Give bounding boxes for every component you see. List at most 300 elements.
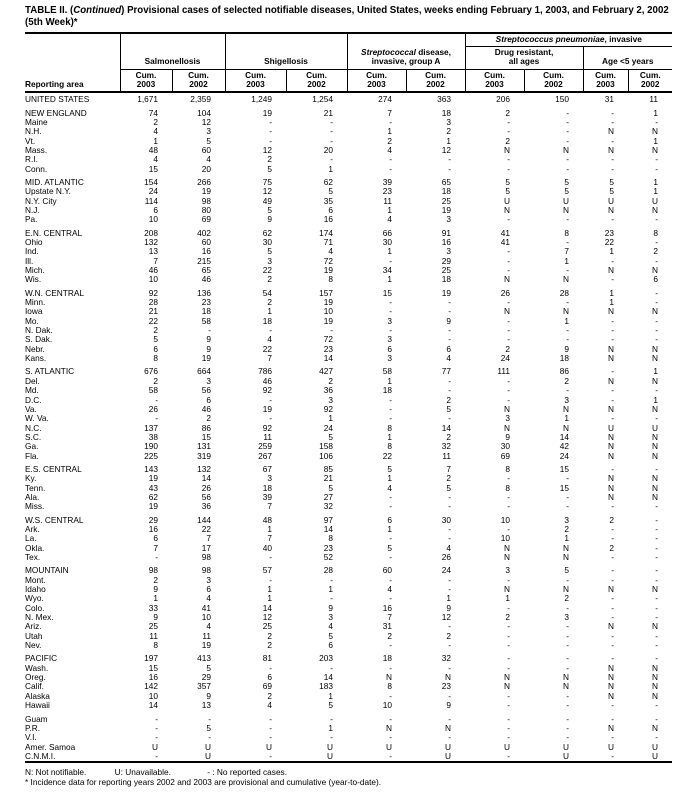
value-cell: N xyxy=(563,673,570,683)
value-cell: 24 xyxy=(559,451,570,461)
value-cell: 106 xyxy=(319,451,334,461)
value-cell: N xyxy=(563,307,570,317)
table-row xyxy=(25,146,672,155)
value-cell: - xyxy=(566,502,570,512)
value-cell: - xyxy=(507,326,511,336)
table-row xyxy=(25,484,672,493)
value-cell: 4 xyxy=(328,247,334,257)
value-cell: - xyxy=(389,492,393,502)
value-cell: - xyxy=(389,713,393,724)
value-cell: 676 xyxy=(144,366,158,377)
value-cell: 19 xyxy=(148,502,158,512)
value-cell: - xyxy=(611,155,615,165)
value-cell: 190 xyxy=(144,442,158,452)
reporting-area-label: Md. xyxy=(25,386,39,396)
value-cell: - xyxy=(448,414,452,424)
table-row xyxy=(25,622,672,631)
value-cell: 2 xyxy=(267,298,273,308)
reporting-area-label: Oreg. xyxy=(25,673,46,683)
value-cell: 136 xyxy=(197,287,212,298)
value-cell: - xyxy=(389,155,393,165)
col-header-group-a-cum-2002: Cum. 2002 xyxy=(406,69,465,92)
value-cell: - xyxy=(566,622,570,632)
value-cell: - xyxy=(507,603,511,613)
value-cell: - xyxy=(448,298,452,308)
value-cell: 1 xyxy=(653,395,659,405)
value-cell: 6 xyxy=(153,344,158,354)
reporting-area-label: Ga. xyxy=(25,442,39,452)
reporting-area-label: Amer. Samoa xyxy=(25,742,76,752)
value-cell: - xyxy=(611,613,615,623)
value-cell: - xyxy=(330,594,334,604)
reporting-area-label: N.C. xyxy=(25,423,42,433)
value-cell: 2 xyxy=(267,275,273,285)
reporting-area-label: E.S. CENTRAL xyxy=(25,463,82,474)
value-cell: - xyxy=(448,534,452,544)
value-cell: 25 xyxy=(148,622,158,632)
value-cell: - xyxy=(566,136,570,146)
reporting-area-label: Ariz. xyxy=(25,622,42,632)
value-cell: 1,249 xyxy=(251,94,273,105)
reporting-area-label: Pa. xyxy=(25,215,38,225)
value-cell: 27 xyxy=(323,492,334,502)
value-cell: - xyxy=(330,117,334,127)
reporting-area-label: Conn. xyxy=(25,164,48,174)
col-header-reporting-area: Reporting area xyxy=(25,33,120,92)
reporting-area-label: Va. xyxy=(25,404,37,414)
col-header-shigellosis-cum-2002: Cum. 2002 xyxy=(286,69,347,92)
table-row xyxy=(25,525,672,534)
value-cell: - xyxy=(155,395,158,405)
value-cell: U xyxy=(152,742,158,752)
col-group-salmonellosis: Salmonellosis xyxy=(120,33,225,69)
value-cell: 26 xyxy=(148,404,158,414)
value-cell: 7 xyxy=(267,534,273,544)
reporting-area-label: Vt. xyxy=(25,136,36,146)
value-cell: U xyxy=(563,196,570,206)
value-cell: N xyxy=(608,663,615,673)
value-cell: N xyxy=(652,354,659,364)
value-cell: 6 xyxy=(153,534,158,544)
value-cell: N xyxy=(608,266,615,276)
value-cell: 402 xyxy=(197,227,212,238)
value-cell: 208 xyxy=(144,227,158,238)
table-row xyxy=(25,724,672,733)
col-header-salmonellosis-cum-2003: Cum. 2003 xyxy=(120,69,172,92)
value-cell: 72 xyxy=(323,256,334,266)
table-row xyxy=(25,502,672,511)
value-cell: 91 xyxy=(441,227,452,238)
value-cell: - xyxy=(269,326,273,336)
value-cell: - xyxy=(566,631,570,641)
value-cell: 3 xyxy=(564,613,570,623)
value-cell: - xyxy=(507,733,511,743)
value-cell: 9 xyxy=(505,432,511,442)
value-cell: 98 xyxy=(148,565,158,576)
value-cell: 4 xyxy=(387,145,393,155)
value-cell: 23 xyxy=(604,227,615,238)
table-row xyxy=(25,354,672,363)
value-cell: 8 xyxy=(505,463,511,474)
value-cell: - xyxy=(566,215,570,225)
value-cell: N xyxy=(386,673,393,683)
value-cell: 14 xyxy=(148,701,158,711)
value-cell: 60 xyxy=(201,145,212,155)
reporting-area-label: La. xyxy=(25,534,37,544)
value-cell: 786 xyxy=(258,366,273,377)
value-cell: - xyxy=(566,117,570,127)
value-cell: 5 xyxy=(206,723,212,733)
table-row xyxy=(25,576,672,585)
value-cell: - xyxy=(566,713,570,724)
value-cell: 3 xyxy=(387,354,393,364)
table-row xyxy=(25,127,672,136)
table-row xyxy=(25,711,672,724)
value-cell: 2 xyxy=(267,631,273,641)
value-cell: 22 xyxy=(262,266,273,276)
value-cell: 16 xyxy=(323,215,334,225)
value-cell: - xyxy=(611,326,615,336)
value-cell: 48 xyxy=(148,145,158,155)
col-header-group-a-cum-2003: Cum. 2003 xyxy=(347,69,406,92)
reporting-area-label: Ark. xyxy=(25,524,40,534)
value-cell: 3 xyxy=(387,316,393,326)
value-cell: 86 xyxy=(559,366,570,377)
value-cell: N xyxy=(504,205,511,215)
value-cell: 2 xyxy=(206,414,212,424)
value-cell: - xyxy=(655,386,659,396)
value-cell: U xyxy=(652,742,659,752)
table-row xyxy=(25,493,672,502)
value-cell: N xyxy=(652,585,659,595)
value-cell: - xyxy=(655,631,659,641)
value-cell: N xyxy=(563,543,570,553)
col-group-age-under-5: Age <5 years xyxy=(583,47,672,69)
value-cell: - xyxy=(611,733,615,743)
value-cell: N xyxy=(608,354,615,364)
value-cell: U xyxy=(504,742,511,752)
value-cell: 28 xyxy=(148,298,158,308)
value-cell: 9 xyxy=(153,613,158,623)
value-cell: 13 xyxy=(148,247,158,257)
value-cell: 69 xyxy=(500,451,511,461)
value-cell: 2 xyxy=(153,326,158,336)
table-row xyxy=(25,414,672,423)
notifiable-diseases-table xyxy=(25,32,672,763)
table-header xyxy=(25,33,672,92)
value-cell: 22 xyxy=(201,524,212,534)
value-cell: 2 xyxy=(653,247,659,257)
value-cell: 6 xyxy=(387,514,393,525)
reporting-area-label: N. Mex. xyxy=(25,613,54,623)
value-cell: 65 xyxy=(441,176,452,187)
table-row xyxy=(25,733,672,742)
value-cell: - xyxy=(611,524,615,534)
value-cell: 48 xyxy=(262,514,273,525)
value-cell: 14 xyxy=(323,673,334,683)
value-cell: 8 xyxy=(653,227,659,238)
value-cell: 4 xyxy=(206,622,212,632)
value-cell: - xyxy=(389,307,393,317)
value-cell: N xyxy=(608,404,615,414)
reporting-area-label: W.N. CENTRAL xyxy=(25,287,85,298)
value-cell: 20 xyxy=(323,145,334,155)
value-cell: - xyxy=(507,723,511,733)
value-cell: 274 xyxy=(378,94,393,105)
value-cell: 7 xyxy=(153,543,158,553)
value-cell: 28 xyxy=(323,565,334,576)
value-cell: - xyxy=(269,127,273,137)
value-cell: 29 xyxy=(441,256,452,266)
value-cell: N xyxy=(445,673,452,683)
table-row xyxy=(25,155,672,164)
value-cell: 2 xyxy=(505,613,511,623)
value-cell: N xyxy=(652,376,659,386)
value-cell: - xyxy=(611,463,615,474)
value-cell: 72 xyxy=(323,335,334,345)
col-header-age-under5-cum-2003: Cum. 2003 xyxy=(583,69,628,92)
value-cell: N xyxy=(652,723,659,733)
value-cell: 3 xyxy=(564,395,570,405)
value-cell: 14 xyxy=(201,474,212,484)
value-cell: 30 xyxy=(500,442,511,452)
value-cell: N xyxy=(563,145,570,155)
value-cell: 150 xyxy=(555,94,570,105)
value-cell: N xyxy=(445,723,452,733)
table-row xyxy=(25,474,672,483)
reporting-area-label: S.C. xyxy=(25,432,42,442)
value-cell: 8 xyxy=(387,442,393,452)
value-cell: 8 xyxy=(153,641,158,651)
value-cell: - xyxy=(611,534,615,544)
value-cell: 137 xyxy=(144,423,158,433)
value-cell: 74 xyxy=(148,107,158,118)
table-row xyxy=(25,335,672,344)
reporting-area-label: Idaho xyxy=(25,585,46,595)
value-cell: - xyxy=(330,663,334,673)
value-cell: 80 xyxy=(201,205,212,215)
value-cell: 1 xyxy=(267,524,273,534)
value-cell: 23 xyxy=(441,682,452,692)
value-cell: 25 xyxy=(262,622,273,632)
reporting-area-label: D.C. xyxy=(25,395,42,405)
value-cell: 2 xyxy=(446,474,452,484)
reporting-area-label: Iowa xyxy=(25,307,43,317)
value-cell: 3 xyxy=(267,256,273,266)
drug-resistant-line1: Drug resistant, xyxy=(494,47,554,58)
value-cell: 1 xyxy=(387,376,393,386)
value-cell: 4 xyxy=(153,127,158,137)
value-cell: - xyxy=(448,492,452,502)
value-cell: 1 xyxy=(564,534,570,544)
value-cell: 3 xyxy=(206,376,212,386)
value-cell: 16 xyxy=(148,673,158,683)
value-cell: 7 xyxy=(267,354,273,364)
value-cell: 1,671 xyxy=(137,94,158,105)
value-cell: 1 xyxy=(267,307,273,317)
value-cell: 16 xyxy=(441,238,452,248)
table-row xyxy=(25,452,672,461)
value-cell: - xyxy=(448,386,452,396)
value-cell: 5 xyxy=(446,404,452,414)
value-cell: - xyxy=(611,117,615,127)
value-cell: 4 xyxy=(387,585,393,595)
col-header-drug-resistant-cum-2003: Cum. 2003 xyxy=(465,69,524,92)
value-cell: 22 xyxy=(148,316,158,326)
value-cell: N xyxy=(608,205,615,215)
value-cell: 8 xyxy=(387,423,393,433)
value-cell: N xyxy=(652,442,659,452)
value-cell: - xyxy=(208,326,212,336)
value-cell: - xyxy=(611,215,615,225)
reporting-area-label: S. ATLANTIC xyxy=(25,366,75,377)
value-cell: N xyxy=(652,344,659,354)
value-cell: - xyxy=(507,386,511,396)
value-cell: 3 xyxy=(446,117,452,127)
reporting-area-label: Ill. xyxy=(25,256,34,266)
value-cell: - xyxy=(448,713,452,724)
value-cell: N xyxy=(608,376,615,386)
reporting-area-label: Colo. xyxy=(25,603,45,613)
value-cell: - xyxy=(611,502,615,512)
value-cell: 15 xyxy=(148,164,158,174)
table-body xyxy=(25,92,672,763)
value-cell: N xyxy=(608,723,615,733)
value-cell: 62 xyxy=(148,492,158,502)
value-cell: 24 xyxy=(323,423,334,433)
value-cell: - xyxy=(655,543,659,553)
value-cell: N xyxy=(652,622,659,632)
value-cell: 413 xyxy=(197,653,212,664)
value-cell: 1 xyxy=(609,298,615,308)
value-cell: 259 xyxy=(258,442,273,452)
value-cell: 203 xyxy=(319,653,334,664)
value-cell: - xyxy=(611,414,615,424)
reporting-area-label: N.H. xyxy=(25,127,42,137)
footnote-dash: - : No reported cases. xyxy=(207,767,288,778)
value-cell: 357 xyxy=(197,682,212,692)
value-cell: 19 xyxy=(148,474,158,484)
value-cell: 12 xyxy=(262,613,273,623)
table-row xyxy=(25,307,672,316)
value-cell: 92 xyxy=(148,287,158,298)
value-cell: 23 xyxy=(201,298,212,308)
value-cell: 15 xyxy=(559,463,570,474)
value-cell: 20 xyxy=(201,164,212,174)
reporting-area-label: PACIFIC xyxy=(25,653,58,664)
value-cell: - xyxy=(566,155,570,165)
value-cell: - xyxy=(655,326,659,336)
value-cell: - xyxy=(655,298,659,308)
value-cell: 2,359 xyxy=(190,94,212,105)
table-row xyxy=(25,752,672,762)
value-cell: 3 xyxy=(505,565,511,576)
value-cell: - xyxy=(655,514,659,525)
value-cell: 6 xyxy=(446,344,452,354)
value-cell: N xyxy=(608,673,615,683)
value-cell: 39 xyxy=(262,492,273,502)
value-cell: - xyxy=(507,335,511,345)
value-cell: 6 xyxy=(653,275,659,285)
value-cell: 5 xyxy=(267,247,273,257)
value-cell: 4 xyxy=(387,215,393,225)
value-cell: 3 xyxy=(564,514,570,525)
value-cell: 2 xyxy=(153,117,158,127)
table-row xyxy=(25,534,672,543)
reporting-area-label: Ky. xyxy=(25,474,37,484)
value-cell: 5 xyxy=(328,701,334,711)
value-cell: 10 xyxy=(500,514,511,525)
value-cell: N xyxy=(563,275,570,285)
value-cell: - xyxy=(655,155,659,165)
value-cell: N xyxy=(652,266,659,276)
value-cell: - xyxy=(269,553,273,563)
value-cell: - xyxy=(269,136,273,146)
value-cell: 2 xyxy=(267,691,273,701)
value-cell: 32 xyxy=(323,502,334,512)
value-cell: - xyxy=(269,395,273,405)
value-cell: 3 xyxy=(206,575,212,585)
value-cell: 6 xyxy=(387,344,393,354)
value-cell: - xyxy=(655,463,659,474)
reporting-area-label: Mich. xyxy=(25,266,45,276)
table-row xyxy=(25,461,672,474)
value-cell: 58 xyxy=(201,316,212,326)
value-cell: - xyxy=(566,298,570,308)
value-cell: - xyxy=(566,164,570,174)
value-cell: - xyxy=(611,386,615,396)
reporting-area-label: Kans. xyxy=(25,354,47,364)
value-cell: 77 xyxy=(441,366,452,377)
value-cell: 18 xyxy=(382,386,393,396)
value-cell: - xyxy=(566,641,570,651)
value-cell: - xyxy=(655,524,659,534)
value-cell: 363 xyxy=(437,94,452,105)
value-cell: 92 xyxy=(323,404,334,414)
value-cell: - xyxy=(611,701,615,711)
value-cell: - xyxy=(507,622,511,632)
value-cell: - xyxy=(507,641,511,651)
table-row xyxy=(25,137,672,146)
value-cell: 16 xyxy=(148,524,158,534)
value-cell: 6 xyxy=(328,641,334,651)
value-cell: 18 xyxy=(441,275,452,285)
value-cell: 25 xyxy=(441,266,452,276)
value-cell: 131 xyxy=(197,442,212,452)
value-cell: 11 xyxy=(149,631,158,641)
value-cell: - xyxy=(507,266,511,276)
value-cell: N xyxy=(652,127,659,137)
value-cell: 6 xyxy=(153,205,158,215)
value-cell: 18 xyxy=(262,483,273,493)
value-cell: N xyxy=(504,585,511,595)
table-row xyxy=(25,613,672,622)
col-group-shigellosis: Shigellosis xyxy=(225,33,347,69)
value-cell: 1 xyxy=(609,247,615,257)
table-row xyxy=(25,692,672,701)
reporting-area-label: Mass. xyxy=(25,145,48,155)
reporting-area-label: UNITED STATES xyxy=(25,94,90,105)
value-cell: U xyxy=(205,751,212,761)
value-cell: - xyxy=(566,238,570,248)
value-cell: 4 xyxy=(446,543,452,553)
value-cell: - xyxy=(269,733,273,743)
value-cell: 4 xyxy=(206,155,212,165)
value-cell: 19 xyxy=(201,641,212,651)
value-cell: 7 xyxy=(446,463,452,474)
value-cell: 267 xyxy=(258,451,273,461)
value-cell: 32 xyxy=(441,442,452,452)
